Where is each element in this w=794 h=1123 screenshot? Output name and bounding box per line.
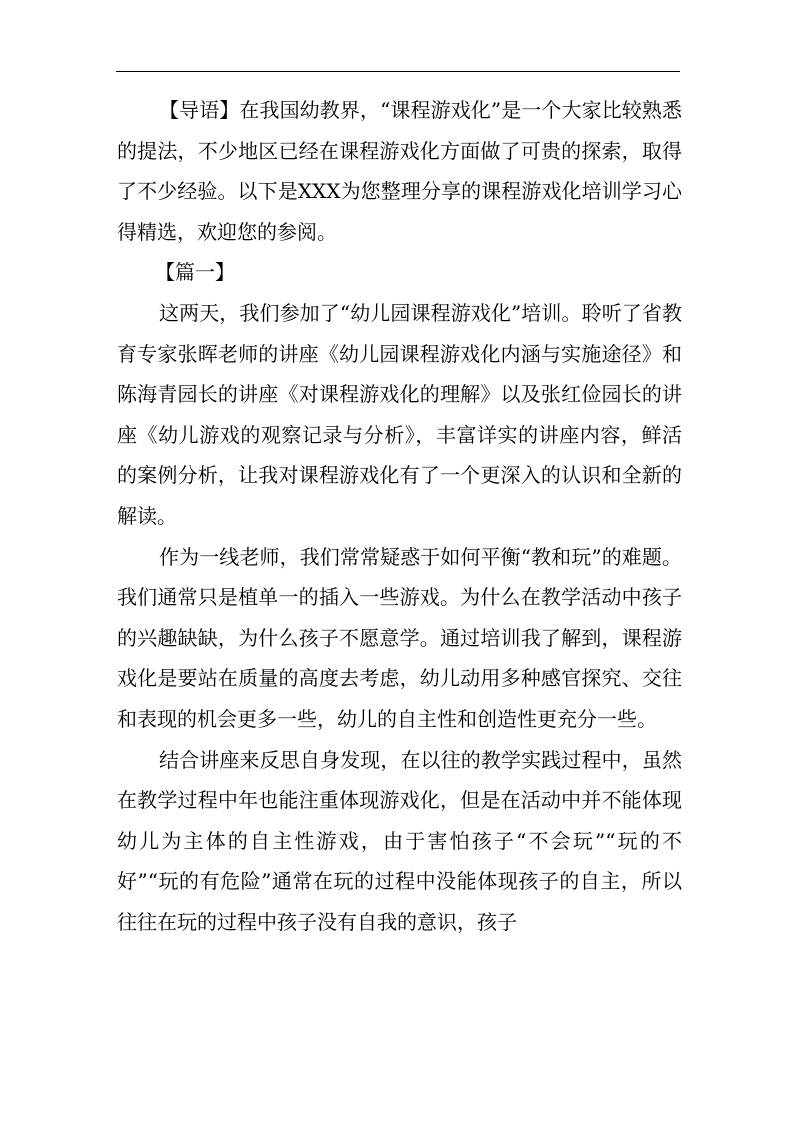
body-paragraph-2: 作为一线老师，我们常常疑惑于如何平衡“教和玩”的难题。我们通常只是植单一的插入一些游戏。为什么在教学活动中孩子的兴趣缺缺，为什么孩子不愿意学。通过培训我了解到，课程游戏化是要站在质量的高度去考虑，幼儿动用多种感官探究、交往和表现的机会更多一些，幼儿的自主性和创造性更充分一些。 (117, 544, 682, 731)
document-body (117, 90, 682, 942)
body-paragraph-3: 结合讲座来反思自身发现，在以往的教学实践过程中，虽然在教学过程中年也能注重体现游戏化，但是在活动中并不能体现幼儿为主体的自主性游戏，由于害怕孩子“不会玩”“玩的不好”“玩的有危险”通常在玩的过程中没能体现孩子的自主，所以往往在玩的过程中孩子没有自我的意识，孩子 (117, 747, 682, 934)
header-rule (116, 71, 680, 72)
section-heading: 【篇一】 (155, 260, 235, 285)
intro-paragraph: 【导语】在我国幼教界，“课程游戏化”是一个大家比较熟悉的提法，不少地区已经在课程游戏化方面做了可贵的探索，取得了不少经验。以下是XXX为您整理分享的课程游戏化培训学习心得精选，欢迎您的参阅。 (117, 98, 682, 244)
body-paragraph-1: 这两天，我们参加了“幼儿园课程游戏化”培训。聆听了省教育专家张晖老师的讲座《幼儿园课程游戏化内涵与实施途径》和陈海青园长的讲座《对课程游戏化的理解》以及张红俭园长的讲座《幼儿游戏的观察记录与分析》，丰富详实的讲座内容，鲜活的案例分析，让我对课程游戏化有了一个更深入的认识和全新的解读。 (117, 300, 682, 528)
